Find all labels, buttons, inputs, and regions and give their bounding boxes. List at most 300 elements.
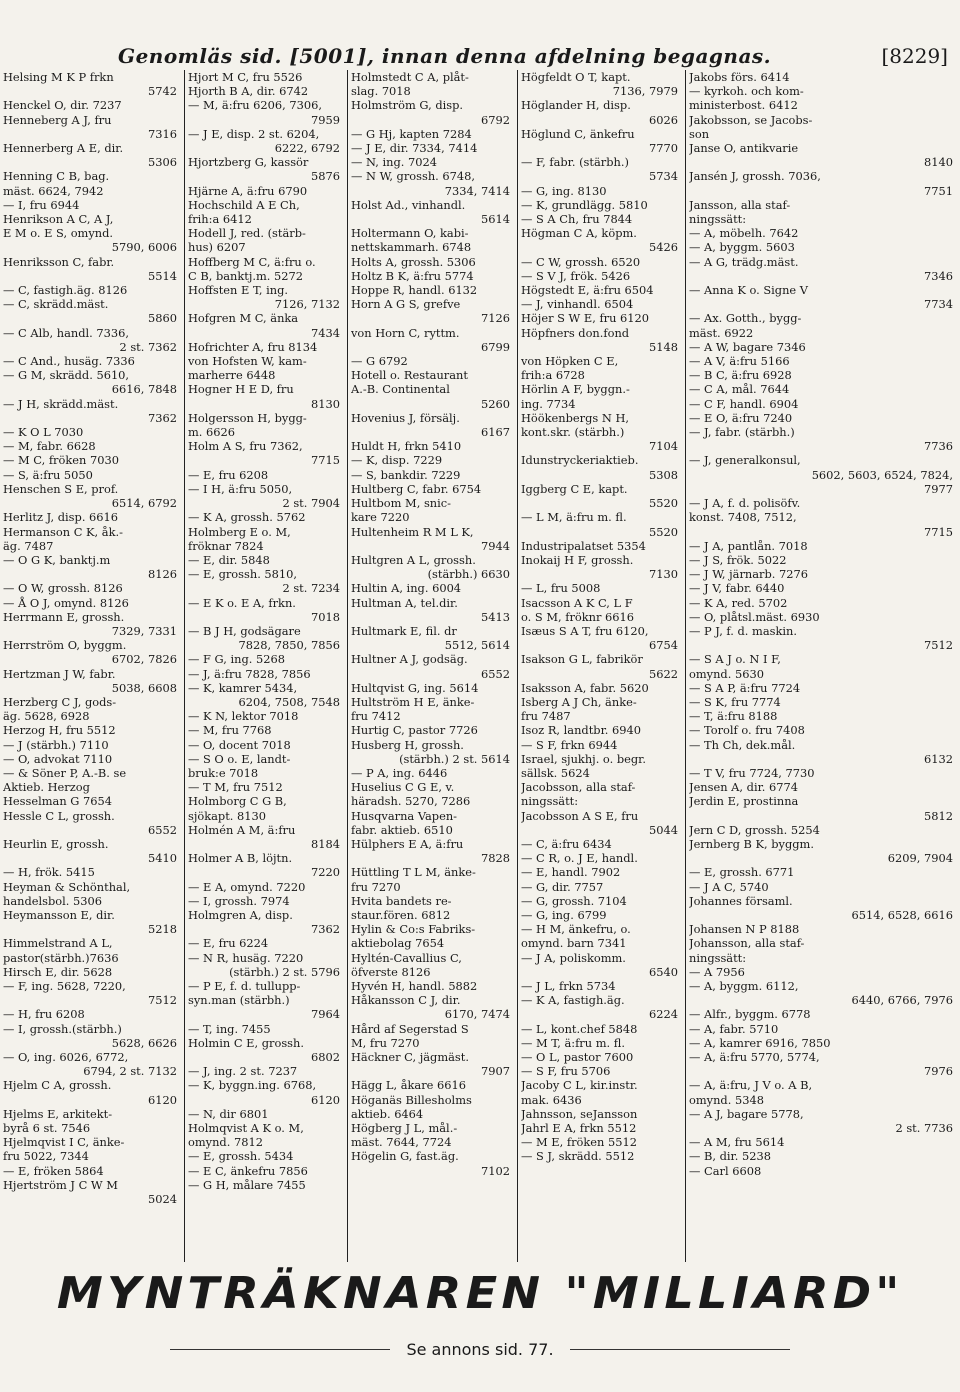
directory-entry-line: — J E, disp. 2 st. 6204, xyxy=(188,126,320,141)
directory-entry-line: 8126 xyxy=(148,567,177,582)
directory-entry-line: — A, ä:fru, J V o. A B, xyxy=(689,1078,813,1093)
directory-entry-line: 6224 xyxy=(649,1007,678,1022)
directory-entry-line: Hjorth B A, dir. 6742 xyxy=(188,84,309,99)
directory-entry-line: — M E, fröken 5512 xyxy=(521,1135,637,1150)
advertisement-footer xyxy=(0,1334,960,1364)
directory-entry-line: — E, handl. 7902 xyxy=(521,865,621,880)
directory-entry-line: 7977 xyxy=(924,481,953,496)
directory-entry-line: 7715 xyxy=(924,524,953,539)
directory-entry-line: 6802 xyxy=(311,1050,340,1065)
directory-entry-line: — K, kamrer 5434, xyxy=(188,680,298,695)
directory-entry-line: — S F, frkn 6944 xyxy=(521,737,618,752)
directory-entry-line: 6170, 7474 xyxy=(444,1007,510,1022)
directory-entry-line: — Anna K o. Signe V xyxy=(689,283,809,298)
directory-entry-line: 5148 xyxy=(649,339,678,354)
directory-entry-line: — S O o. E, landt- xyxy=(188,751,291,766)
directory-entry-line: — C A, mål. 7644 xyxy=(689,382,790,397)
directory-entry-line: fabr. aktieb. 6510 xyxy=(351,822,453,837)
directory-entry-line: 7770 xyxy=(649,141,678,156)
directory-entry-line: Höökenbergs N H, xyxy=(521,410,630,425)
directory-entry-line: — E, dir. 5848 xyxy=(188,552,270,567)
directory-entry-line: — L, fru 5008 xyxy=(521,581,601,596)
directory-entry-line: — B J H, godsägare xyxy=(188,623,301,638)
directory-entry-line: Hultbom M, snic- xyxy=(351,496,452,511)
directory-entry-line: ministerbost. 6412 xyxy=(689,98,798,113)
directory-entry-line: mäst. 6624, 7942 xyxy=(3,183,104,198)
directory-entry-line: 7362 xyxy=(311,922,340,937)
directory-entry-line: 5628, 6626 xyxy=(111,1035,177,1050)
directory-entry-line: — S A J o. N I F, xyxy=(689,652,781,667)
directory-entry-line: 6167 xyxy=(481,425,510,440)
directory-entry-line: Johansson, alla staf- xyxy=(689,936,805,951)
directory-entry-line: Höglund C, änkefru xyxy=(521,126,635,141)
directory-entry-line: Hjelms E, arkitekt- xyxy=(3,1106,113,1121)
directory-entry-line: frih:a 6728 xyxy=(521,368,585,383)
directory-entry-line: — K A, red. 5702 xyxy=(689,595,788,610)
directory-entry-line: Höjer S W E, fru 6120 xyxy=(521,311,650,326)
directory-entry-line: 6120 xyxy=(311,1092,340,1107)
directory-entry-line: Hovenius J, försälj. xyxy=(351,410,460,425)
directory-entry-line: Hoffsten E T, ing. xyxy=(188,283,288,298)
directory-entry-line: Hjortzberg G, kassör xyxy=(188,155,309,170)
directory-entry-line: sjökapt. 8130 xyxy=(188,808,267,823)
directory-entry-line: 5614 xyxy=(481,212,510,227)
directory-entry-line: Jahnsson, seJansson xyxy=(521,1106,638,1121)
directory-entry-line: — E A, omynd. 7220 xyxy=(188,879,306,894)
directory-column-2 xyxy=(185,70,348,1262)
directory-entry-line: — J A C, 5740 xyxy=(689,879,769,894)
directory-entry-line: 5038, 6608 xyxy=(111,680,177,695)
directory-entry-line: 7907 xyxy=(481,1064,510,1079)
directory-entry-line: — S K, fru 7774 xyxy=(689,694,781,709)
directory-entry-line: Isaksson A, fabr. 5620 xyxy=(521,680,649,695)
directory-entry-line: — F, ing. 5628, 7220, xyxy=(3,979,126,993)
directory-entry-line: Isberg A J Ch, änke- xyxy=(521,694,637,709)
directory-entry-line: 6514, 6792 xyxy=(111,496,177,511)
directory-entry-line: 8140 xyxy=(924,155,953,170)
directory-entry-line: Hörlin A F, byggn.- xyxy=(521,382,630,397)
directory-entry-line: 7512 xyxy=(148,993,177,1008)
directory-entry-line: Hultqvist G, ing. 5614 xyxy=(351,680,479,695)
directory-entry-line: 7736 xyxy=(924,439,953,454)
directory-entry-line: — O, advokat 7110 xyxy=(3,751,113,766)
directory-entry-line: C B, banktj.m. 5272 xyxy=(188,268,304,283)
directory-entry-line: Jerdin E, prostinna xyxy=(689,794,799,809)
directory-entry-line: 5622 xyxy=(649,666,678,681)
directory-entry-line: 5413 xyxy=(481,609,510,624)
directory-column-3 xyxy=(348,70,518,1262)
directory-entry-line: — J, vinhandl. 6504 xyxy=(521,297,634,312)
directory-entry-line: — S A Ch, fru 7844 xyxy=(521,212,633,227)
directory-entry-line: — Alfr., byggm. 6778 xyxy=(689,1007,811,1022)
directory-entry-line: Holmin C E, grossh. xyxy=(188,1035,304,1050)
directory-entry-line: — J A, f. d. polisöfv. xyxy=(689,496,801,511)
directory-entry-line: — J S, frök. 5022 xyxy=(689,552,787,567)
directory-entry-line: — Å O J, omynd. 8126 xyxy=(3,595,129,610)
directory-entry-line: Husqvarna Vapen- xyxy=(351,808,458,823)
directory-entry-line: — Th Ch, dek.mål. xyxy=(689,737,796,752)
directory-entry-line: Hylin & Co:s Fabriks- xyxy=(351,922,476,937)
directory-entry-line: Häckner C, jägmäst. xyxy=(351,1050,469,1065)
directory-entry-line: — S, bankdir. 7229 xyxy=(351,467,461,482)
directory-entry-line: — C W, grossh. 6520 xyxy=(521,254,641,269)
directory-entry-line: Jakobs förs. 6414 xyxy=(689,70,790,84)
directory-entry-line: Herrström O, byggm. xyxy=(3,638,127,653)
directory-entry-line: 8184 xyxy=(311,836,340,851)
directory-entry-line: — F G, ing. 5268 xyxy=(188,652,285,667)
directory-entry-line: — M, ä:fru 6206, 7306, xyxy=(188,98,323,113)
directory-entry-line: son xyxy=(689,126,710,141)
directory-entry-line: A.-B. Continental xyxy=(351,382,450,397)
directory-entry-line: 7316 xyxy=(148,126,177,141)
directory-entry-line: 2 st. 7904 xyxy=(282,496,340,511)
directory-entry-line: 7104 xyxy=(649,439,678,454)
directory-entry-line: (stärbh.) 2 st. 5614 xyxy=(399,751,510,766)
directory-entry-line: Jacoby C L, kir.instr. xyxy=(521,1078,638,1093)
directory-entry-line: aktiebolag 7654 xyxy=(351,936,445,951)
directory-entry-line: 2 st. 7736 xyxy=(895,1121,953,1136)
directory-entry-line: kare 7220 xyxy=(351,510,410,525)
directory-entry-line: hus) 6207 xyxy=(188,240,246,255)
directory-entry-line: — J, fabr. (stärbh.) xyxy=(689,425,795,440)
directory-entry-line: — J H, skrädd.mäst. xyxy=(3,396,119,411)
directory-entry-line: Högfeldt O T, kapt. xyxy=(521,70,631,84)
directory-entry-line: Henneberg A J, fru xyxy=(3,112,112,127)
directory-entry-line: Iggberg C E, kapt. xyxy=(521,481,628,496)
footer-rule-left xyxy=(170,1349,390,1350)
directory-entry-line: Horn A G S, grefve xyxy=(351,297,461,312)
directory-entry-line: 7126 xyxy=(481,311,510,326)
directory-entry-line: Jansson, alla staf- xyxy=(689,197,791,212)
directory-entry-line: Herzberg C J, gods- xyxy=(3,694,117,709)
directory-entry-line: 6209, 7904 xyxy=(887,851,953,866)
directory-entry-line: 5860 xyxy=(148,311,177,326)
directory-entry-line: Högman C A, köpm. xyxy=(521,226,637,241)
directory-entry-line: — B C, ä:fru 6928 xyxy=(689,368,792,383)
directory-entry-line: öfverste 8126 xyxy=(351,964,431,979)
directory-entry-line: — O L, pastor 7600 xyxy=(521,1050,634,1065)
directory-entry-line: Industripalatset 5354 xyxy=(521,538,646,553)
directory-entry-line: Herzog H, fru 5512 xyxy=(3,723,116,738)
directory-entry-line: 7126, 7132 xyxy=(274,297,340,312)
page-title: Genomläs sid. [5001], innan denna afdelning begagnas. xyxy=(118,44,772,68)
directory-entry-line: — T, ä:fru 8188 xyxy=(689,709,778,724)
directory-entry-line: Isakson G L, fabrikör xyxy=(521,652,643,667)
directory-entry-line: — J (stärbh.) 7110 xyxy=(3,737,109,752)
directory-entry-line: Hjort M C, fru 5526 xyxy=(188,70,303,84)
directory-entry-line: 5024 xyxy=(148,1192,177,1207)
directory-entry-line: — S, ä:fru 5050 xyxy=(3,467,93,482)
directory-entry-line: Henriksson C, fabr. xyxy=(3,254,115,269)
directory-entry-line: M, fru 7270 xyxy=(351,1035,420,1050)
directory-entry-line: Israel, sjukhj. o. begr. xyxy=(521,751,646,766)
directory-entry-line: — S F, fru 5706 xyxy=(521,1064,611,1079)
directory-entry-line: Hofgren M C, änka xyxy=(188,311,299,326)
directory-column-1 xyxy=(0,70,185,1262)
directory-entry-line: — N, dir 6801 xyxy=(188,1106,269,1121)
directory-entry-line: 7734 xyxy=(924,297,953,312)
directory-entry-line: — M T, ä:fru m. fl. xyxy=(521,1035,625,1050)
directory-entry-line: Jakobsson, se Jacobs- xyxy=(689,112,813,127)
directory-entry-line: Holmborg C G B, xyxy=(188,794,287,809)
directory-entry-line: Helsing M K P frkn xyxy=(3,70,114,84)
directory-entry-line: slag. 7018 xyxy=(351,84,411,99)
directory-entry-line: 7944 xyxy=(481,538,510,553)
directory-entry-line: Jansén J, grossh. 7036, xyxy=(689,169,821,184)
directory-entry-line: Hessle C L, grossh. xyxy=(3,808,115,823)
directory-entry-line: Hultenheim R M L K, xyxy=(351,524,474,539)
directory-entry-line: — K A, fastigh.äg. xyxy=(521,993,625,1008)
directory-entry-line: — J, ing. 2 st. 7237 xyxy=(188,1064,298,1079)
directory-entry-line: — G M, skrädd. 5610, xyxy=(3,368,130,383)
directory-entry-line: konst. 7408, 7512, xyxy=(689,510,797,525)
directory-entry-line: Henschen S E, prof. xyxy=(3,481,119,496)
directory-entry-line: Höganäs Billesholms xyxy=(351,1092,472,1107)
directory-entry-line: 7334, 7414 xyxy=(444,183,510,198)
directory-entry-line: Hultmark E, fil. dr xyxy=(351,623,457,638)
directory-entry-line: 6794, 2 st. 7132 xyxy=(83,1064,177,1079)
directory-entry-line: fru 5022, 7344 xyxy=(3,1149,89,1164)
directory-entry-line: — kyrkoh. och kom- xyxy=(689,84,804,99)
directory-entry-line: Holts A, grossh. 5306 xyxy=(351,254,476,269)
directory-entry-line: aktieb. 6464 xyxy=(351,1106,424,1121)
directory-entry-line: Hüttling T L M, änke- xyxy=(351,865,476,880)
directory-entry-line: — C, skrädd.mäst. xyxy=(3,297,109,312)
directory-entry-line: omynd. barn 7341 xyxy=(521,936,627,951)
directory-entry-line: Jacobsson A S E, fru xyxy=(521,808,639,823)
directory-entry-line: 6440, 6766, 7976 xyxy=(851,993,953,1008)
directory-entry-line: — S V J, frök. 5426 xyxy=(521,268,631,283)
directory-entry-line: — G H, målare 7455 xyxy=(188,1177,306,1192)
directory-entry-line: 5812 xyxy=(924,808,953,823)
directory-entry-line: Hvita bandets re- xyxy=(351,893,452,908)
directory-entry-line: Hurtig C, pastor 7726 xyxy=(351,723,478,738)
directory-entry-line: — M, fru 7768 xyxy=(188,723,272,738)
directory-entry-line: Holtermann O, kabi- xyxy=(351,226,469,241)
directory-entry-line: Hjärne A, ä:fru 6790 xyxy=(188,183,308,198)
directory-entry-line: — A W, bagare 7346 xyxy=(689,339,806,354)
directory-entry-line: 5876 xyxy=(311,169,340,184)
directory-entry-line: — F, fabr. (stärbh.) xyxy=(521,155,629,170)
page-number: [8229] xyxy=(881,44,948,68)
directory-entry-line: — J L, frkn 5734 xyxy=(521,979,616,993)
directory-entry-line: 7130 xyxy=(649,567,678,582)
directory-column-4 xyxy=(518,70,686,1262)
directory-entry-line: von Höpken C E, xyxy=(521,354,619,369)
directory-entry-line: Johannes församl. xyxy=(689,893,793,908)
directory-entry-line: Heymansson E, dir. xyxy=(3,907,115,922)
directory-entry-line: 7964 xyxy=(311,1007,340,1022)
advertisement-banner xyxy=(0,1268,960,1328)
directory-entry-line: Hägg L, åkare 6616 xyxy=(351,1078,467,1093)
directory-entry-line: 5260 xyxy=(481,396,510,411)
directory-entry-line: Hülphers E A, ä:fru xyxy=(351,836,464,851)
directory-entry-line: 8130 xyxy=(311,396,340,411)
directory-entry-line: — E, fröken 5864 xyxy=(3,1163,104,1178)
directory-entry-line: Hoffberg M C, ä:fru o. xyxy=(188,254,316,269)
directory-entry-line: 5734 xyxy=(649,169,678,184)
directory-entry-line: syn.man (stärbh.) xyxy=(188,993,290,1008)
directory-entry-line: pastor(stärbh.)7636 xyxy=(3,950,119,965)
directory-entry-line: — A, ä:fru 5770, 5774, xyxy=(689,1050,820,1065)
directory-entry-line: — C R, o. J E, handl. xyxy=(521,851,638,866)
directory-entry-line: — O G K, banktj.m xyxy=(3,552,111,567)
directory-entry-line: — E O, ä:fru 7240 xyxy=(689,410,793,425)
directory-entry-line: Hultström H E, änke- xyxy=(351,694,475,709)
directory-entry-line: Högberg J L, mål.- xyxy=(351,1121,458,1136)
directory-entry-line: Holmer A B, löjtn. xyxy=(188,851,293,866)
directory-entry-line: fröknar 7824 xyxy=(188,538,264,553)
directory-entry-line: — Torolf o. fru 7408 xyxy=(689,723,805,738)
directory-entry-line: — E, grossh. 5810, xyxy=(188,567,298,582)
advertisement-note: Se annons sid. 77. xyxy=(406,1339,554,1359)
directory-entry-line: E M o. E S, omynd. xyxy=(3,226,114,241)
directory-entry-line: 7362 xyxy=(148,410,177,425)
directory-entry-line: 6552 xyxy=(148,822,177,837)
directory-entry-line: nettskammarh. 6748 xyxy=(351,240,472,255)
directory-entry-line: — G, grossh. 7104 xyxy=(521,893,627,908)
directory-entry-line: — S A P, ä:fru 7724 xyxy=(689,680,801,695)
directory-entry-line: Heyman & Schönthal, xyxy=(3,879,131,894)
directory-entry-line: 7715 xyxy=(311,453,340,468)
directory-entry-line: Jensen A, dir. 6774 xyxy=(689,780,799,795)
directory-entry-line: — J E, dir. 7334, 7414 xyxy=(351,141,478,156)
directory-entry-line: Huselius C G E, v. xyxy=(351,780,455,795)
directory-entry-line: Hultner A J, godsäg. xyxy=(351,652,468,667)
directory-entry-line: — N, ing. 7024 xyxy=(351,155,437,170)
directory-entry-line: ningssätt: xyxy=(689,950,747,965)
directory-entry-line: 6204, 7508, 7548 xyxy=(238,694,340,709)
directory-entry-line: 7136, 7979 xyxy=(612,84,678,99)
directory-entry-line: Henning C B, bag. xyxy=(3,169,110,184)
directory-entry-line: mäst. 7644, 7724 xyxy=(351,1135,452,1150)
directory-entry-line: — N W, grossh. 6748, xyxy=(351,169,476,184)
directory-entry-line: Herrmann E, grossh. xyxy=(3,609,125,624)
directory-entry-line: 5306 xyxy=(148,155,177,170)
directory-entry-line: — A, byggm. 5603 xyxy=(689,240,795,255)
directory-entry-line: ningssätt: xyxy=(689,212,747,227)
directory-entry-line: Jahrl E A, frkn 5512 xyxy=(521,1121,637,1136)
directory-entry-line: — E, fru 6224 xyxy=(188,936,269,951)
directory-entry-line: — Carl 6608 xyxy=(689,1163,762,1178)
directory-entry-line: — P E, f. d. tullupp- xyxy=(188,979,301,993)
directory-entry-line: frih:a 6412 xyxy=(188,212,252,227)
directory-entry-line: Hodell J, red. (stärb- xyxy=(188,226,306,241)
directory-entry-line: — A 7956 xyxy=(689,964,745,979)
directory-entry-line: 7018 xyxy=(311,609,340,624)
directory-entry-line: — Ax. Gotth., bygg- xyxy=(689,311,802,326)
directory-entry-line: 7512 xyxy=(924,638,953,653)
directory-entry-line: — K O L 7030 xyxy=(3,425,84,440)
directory-entry-line: Holmstedt C A, plåt- xyxy=(351,70,469,84)
directory-entry-line: 6702, 7826 xyxy=(111,652,177,667)
directory-entry-line: Hochschild A E Ch, xyxy=(188,197,300,212)
directory-entry-line: 6222, 6792 xyxy=(274,141,340,156)
directory-entry-line: 7828 xyxy=(481,851,510,866)
directory-entry-line: äg. 5628, 6928 xyxy=(3,709,90,724)
directory-entry-line: häradsh. 5270, 7286 xyxy=(351,794,471,809)
directory-entry-line: 7828, 7850, 7856 xyxy=(238,638,340,653)
directory-entry-line: omynd. 5630 xyxy=(689,666,764,681)
directory-entry-line: Holmgren A, disp. xyxy=(188,907,293,922)
directory-entry-line: — C, ä:fru 6434 xyxy=(521,836,612,851)
directory-entry-line: Aktieb. Herzog xyxy=(3,780,90,795)
directory-entry-line: — K A, grossh. 5762 xyxy=(188,510,306,525)
directory-entry-line: 5520 xyxy=(649,524,678,539)
directory-entry-line: Hjelmqvist I C, änke- xyxy=(3,1135,125,1150)
directory-entry-line: 7959 xyxy=(311,112,340,127)
directory-entry-line: — T M, fru 7512 xyxy=(188,780,283,795)
directory-entry-line: o. S M, fröknr 6616 xyxy=(521,609,635,624)
directory-entry-line: — J, ä:fru 7828, 7856 xyxy=(188,666,311,681)
directory-entry-line: Holmén A M, ä:fru xyxy=(188,822,296,837)
directory-entry-line: — K, grundlägg. 5810 xyxy=(521,197,648,212)
directory-entry-line: — O, ing. 6026, 6772, xyxy=(3,1050,129,1065)
footer-rule-right xyxy=(570,1349,790,1350)
directory-entry-line: — H, frök. 5415 xyxy=(3,865,95,880)
directory-entry-line: — O, docent 7018 xyxy=(188,737,291,752)
directory-entry-line: — S J, skrädd. 5512 xyxy=(521,1149,635,1164)
directory-entry-line: — G, dir. 7757 xyxy=(521,879,604,894)
directory-entry-line: 6754 xyxy=(649,638,678,653)
directory-entry-line: 5512, 5614 xyxy=(444,638,510,653)
directory-entry-line: — M C, fröken 7030 xyxy=(3,453,119,468)
directory-entry-line: 6540 xyxy=(649,964,678,979)
directory-entry-line: — A J, bagare 5778, xyxy=(689,1106,804,1121)
directory-entry-line: Holmqvist A K o. M, xyxy=(188,1121,304,1136)
directory-entry-line: — A, kamrer 6916, 7850 xyxy=(689,1035,831,1050)
directory-entry-line: — C F, handl. 6904 xyxy=(689,396,799,411)
directory-entry-line: 6120 xyxy=(148,1092,177,1107)
directory-entry-line: — C And., husäg. 7336 xyxy=(3,354,135,369)
directory-entry-line: 2 st. 7362 xyxy=(119,339,177,354)
directory-entry-line: Husberg H, grossh. xyxy=(351,737,464,752)
directory-entry-line: Hjelm C A, grossh. xyxy=(3,1078,112,1093)
directory-entry-line: Hultin A, ing. 6004 xyxy=(351,581,462,596)
directory-entry-line: Herlitz J, disp. 6616 xyxy=(3,510,119,525)
directory-entry-line: 5602, 5603, 6524, 7824, xyxy=(811,467,953,482)
directory-entry-line: 6799 xyxy=(481,339,510,354)
directory-entry-line: 7220 xyxy=(311,865,340,880)
directory-entry-line: Hjertström J C W M xyxy=(3,1177,118,1192)
directory-entry-line: — K, byggn.ing. 6768, xyxy=(188,1078,317,1093)
directory-entry-line: mäst. 6922 xyxy=(689,325,754,340)
directory-entry-line: Höglander H, disp. xyxy=(521,98,631,113)
directory-entry-line: 6026 xyxy=(649,112,678,127)
directory-entry-line: handelsbol. 5306 xyxy=(3,893,103,908)
directory-entry-line: Holgersson H, bygg- xyxy=(188,410,307,425)
directory-entry-line: — N R, husäg. 7220 xyxy=(188,950,304,965)
directory-entry-line: omynd. 7812 xyxy=(188,1135,263,1150)
directory-entry-line: Hultgren A L, grossh. xyxy=(351,552,476,567)
directory-entry-line: fru 7412 xyxy=(351,709,401,724)
directory-entry-line: — G, ing. 6799 xyxy=(521,907,607,922)
directory-entry-line: 7751 xyxy=(924,183,953,198)
directory-entry-line: (stärbh.) 2 st. 5796 xyxy=(229,964,340,979)
directory-entry-line: 5790, 6006 xyxy=(111,240,177,255)
directory-entry-line: — G, ing. 8130 xyxy=(521,183,607,198)
directory-entry-line: Holm A S, fru 7362, xyxy=(188,439,303,454)
directory-entry-line: 5044 xyxy=(649,822,678,837)
directory-entry-line: Höpfners don.fond xyxy=(521,325,630,340)
directory-entry-line: — E C, änkefru 7856 xyxy=(188,1163,308,1178)
directory-entry-line: Hesselman G 7654 xyxy=(3,794,113,809)
directory-entry-line: — H, fru 6208 xyxy=(3,1007,85,1022)
directory-entry-line: — A, fabr. 5710 xyxy=(689,1021,779,1036)
directory-entry-line: byrå 6 st. 7546 xyxy=(3,1121,91,1136)
directory-entry-line: Hård af Segerstad S xyxy=(351,1021,469,1036)
directory-entry-line: Hermanson C K, åk.- xyxy=(3,524,123,539)
